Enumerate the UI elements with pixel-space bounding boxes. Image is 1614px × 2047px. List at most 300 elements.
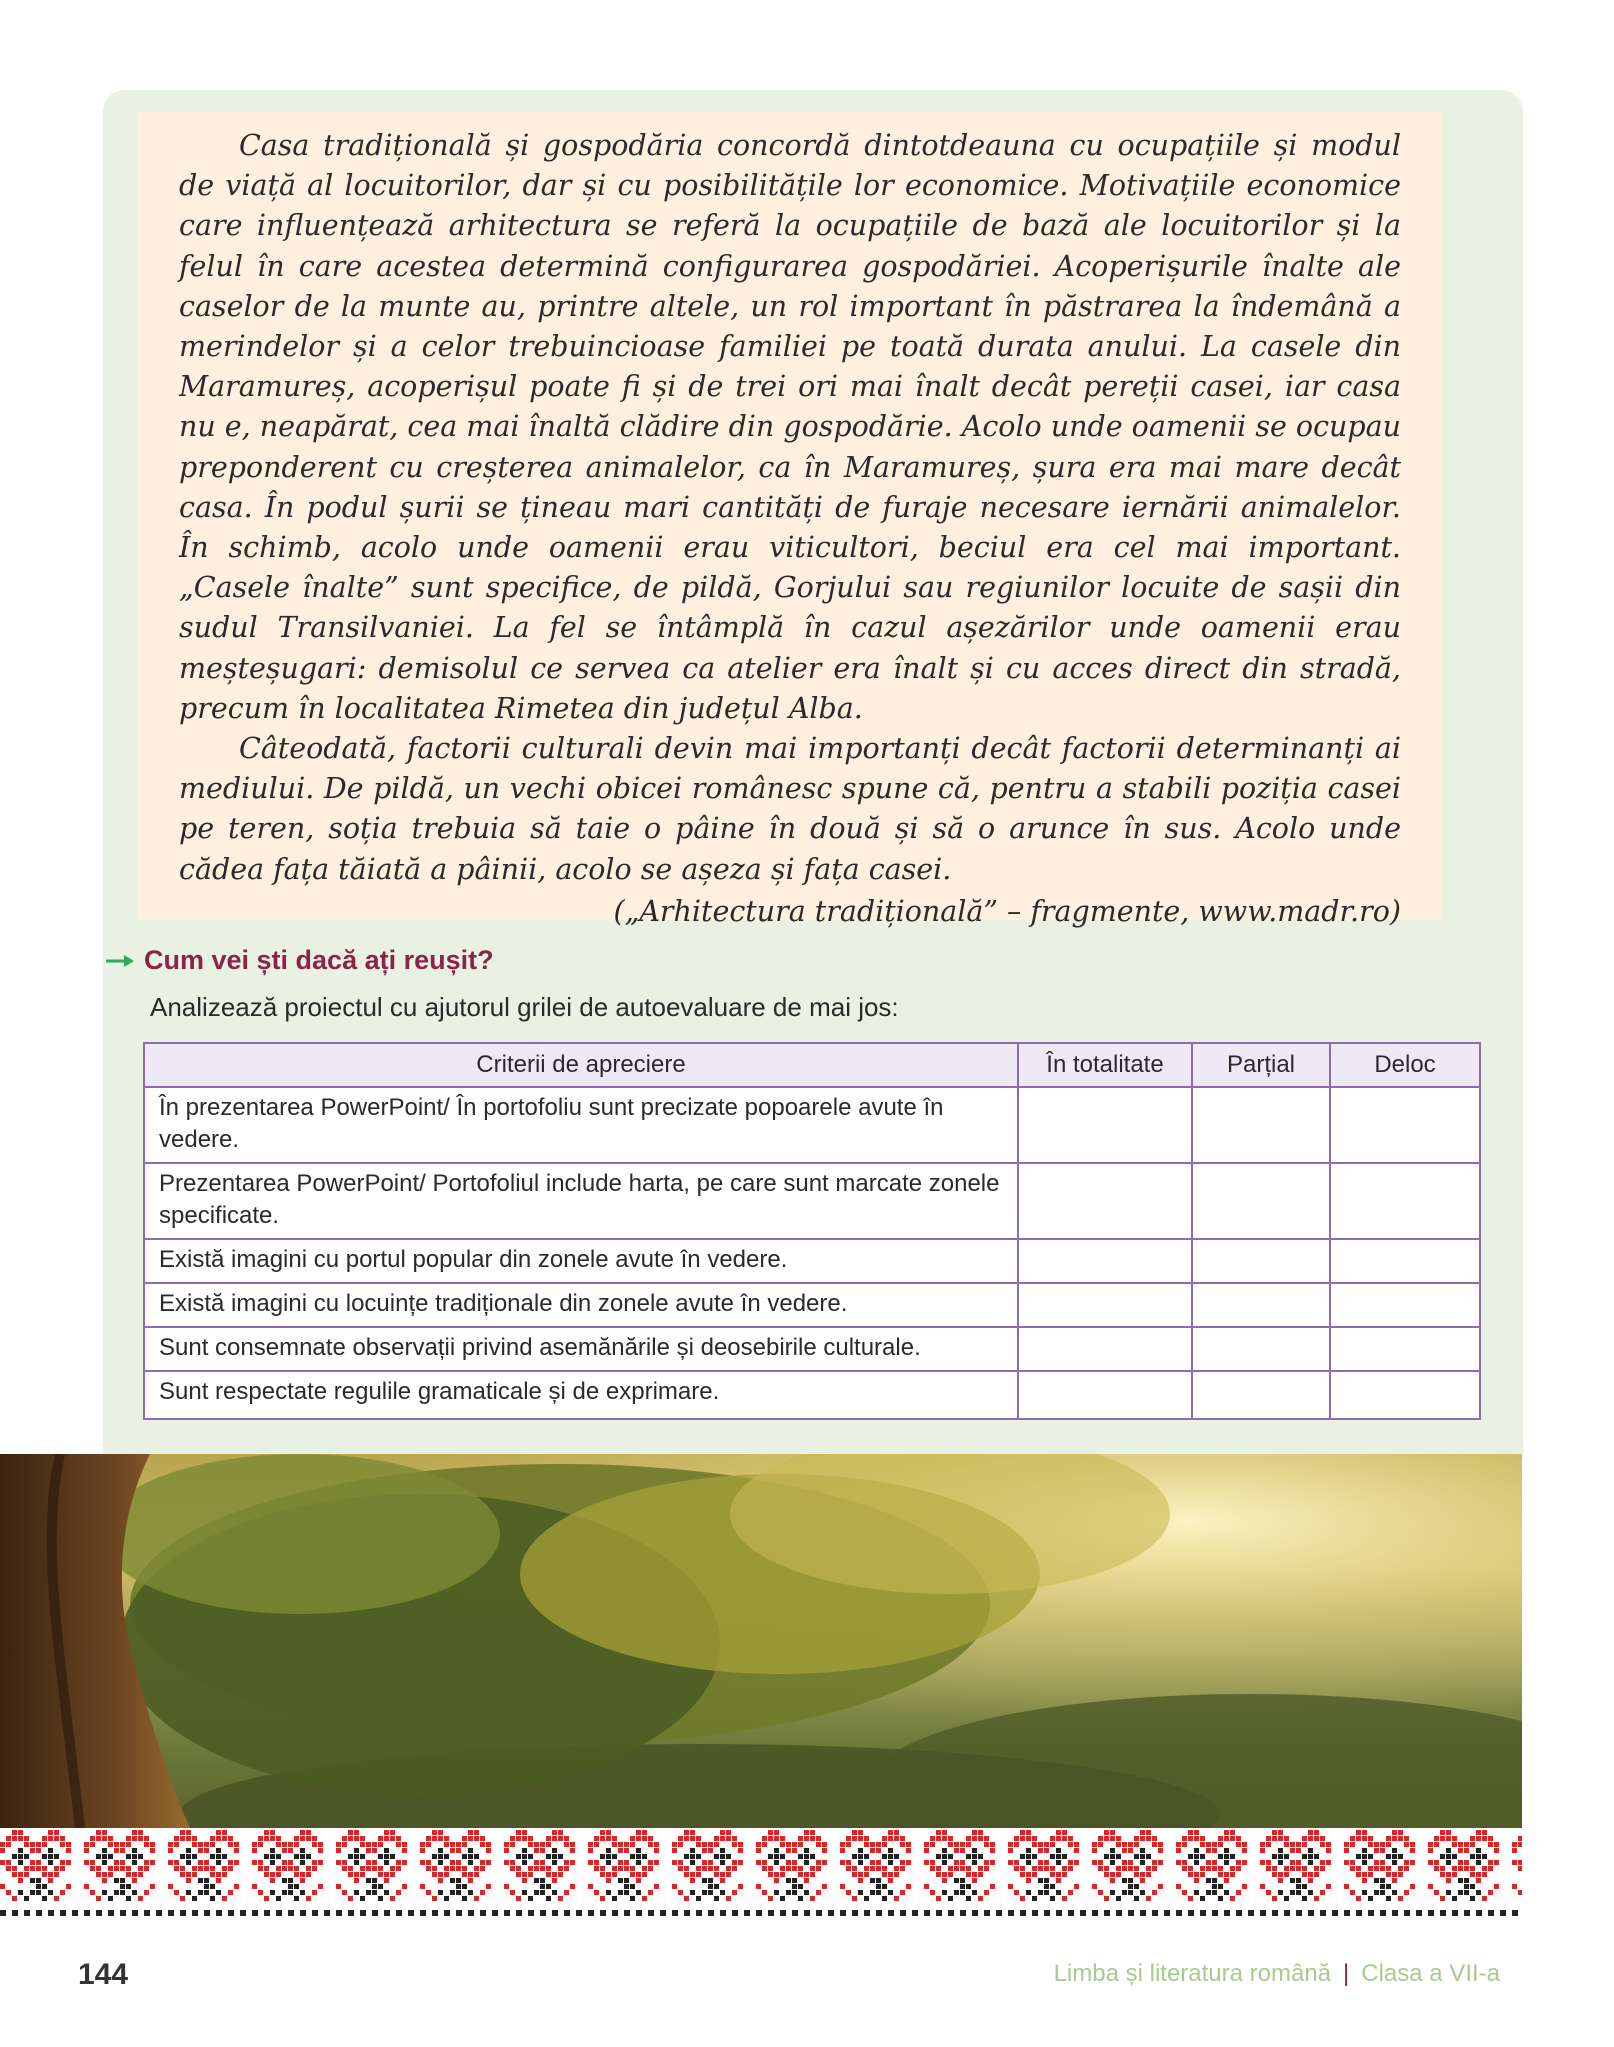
embroidery-stitch — [1272, 1872, 1277, 1877]
olive-tree-illustration — [0, 1454, 1522, 1828]
rating-cell-not-at-all[interactable] — [1330, 1371, 1480, 1419]
embroidery-stitch — [708, 1842, 713, 1847]
rating-cell-not-at-all[interactable] — [1330, 1163, 1480, 1239]
embroidery-stitch — [588, 1860, 593, 1865]
rating-cell-partially[interactable] — [1192, 1327, 1330, 1371]
embroidery-stitch — [18, 1860, 23, 1865]
header-not-at-all: Deloc — [1330, 1043, 1480, 1087]
embroidery-stitch — [456, 1866, 461, 1871]
embroidery-stitch — [216, 1854, 221, 1859]
embroidery-stitch — [36, 1866, 41, 1871]
embroidery-stitch — [60, 1860, 65, 1865]
embroidery-stitch — [900, 1836, 905, 1841]
embroidery-stitch — [1476, 1878, 1481, 1883]
embroidery-stitch — [1158, 1842, 1163, 1847]
embroidery-stitch — [228, 1860, 233, 1865]
embroidery-stitch — [1104, 1836, 1109, 1841]
embroidery-stitch — [1116, 1854, 1121, 1859]
embroidery-stitch — [756, 1884, 761, 1889]
embroidery-stitch — [294, 1854, 299, 1859]
embroidery-stitch — [708, 1910, 714, 1916]
embroidery-stitch — [18, 1848, 23, 1853]
embroidery-stitch — [102, 1890, 107, 1895]
embroidery-stitch — [168, 1842, 173, 1847]
embroidery-stitch — [456, 1890, 461, 1895]
embroidery-stitch — [1206, 1878, 1211, 1883]
embroidery-stitch — [264, 1866, 269, 1871]
embroidery-stitch — [1392, 1830, 1397, 1835]
embroidery-stitch — [1224, 1878, 1229, 1883]
embroidery-stitch — [648, 1866, 653, 1871]
embroidery-stitch — [312, 1842, 317, 1847]
embroidery-stitch — [1056, 1830, 1061, 1835]
embroidery-stitch — [1092, 1884, 1097, 1889]
embroidery-stitch — [366, 1842, 371, 1847]
embroidery-stitch — [216, 1878, 221, 1883]
embroidery-stitch — [1284, 1910, 1290, 1916]
embroidery-stitch — [1368, 1872, 1373, 1877]
embroidery-stitch — [564, 1866, 569, 1871]
embroidery-stitch — [696, 1836, 701, 1841]
embroidery-stitch — [1392, 1836, 1397, 1841]
embroidery-stitch — [1302, 1884, 1307, 1889]
embroidery-stitch — [600, 1836, 605, 1841]
embroidery-stitch — [186, 1872, 191, 1877]
embroidery-stitch — [1014, 1842, 1019, 1847]
embroidery-stitch — [282, 1866, 287, 1871]
embroidery-stitch — [462, 1896, 467, 1901]
embroidery-stitch — [1176, 1842, 1181, 1847]
embroidery-stitch — [702, 1848, 707, 1853]
embroidery-stitch — [1050, 1896, 1055, 1901]
embroidery-stitch — [1140, 1878, 1145, 1883]
embroidery-stitch — [360, 1854, 365, 1859]
embroidery-stitch — [384, 1836, 389, 1841]
embroidery-stitch — [438, 1854, 443, 1859]
embroidery-stitch — [522, 1860, 527, 1865]
embroidery-stitch — [738, 1842, 743, 1847]
embroidery-stitch — [534, 1878, 539, 1883]
embroidery-stitch — [552, 1860, 557, 1865]
embroidery-stitch — [456, 1878, 461, 1883]
embroidery-stitch — [156, 1910, 162, 1916]
embroidery-stitch — [1350, 1860, 1355, 1865]
embroidery-stitch — [456, 1884, 461, 1889]
embroidery-stitch — [1476, 1848, 1481, 1853]
embroidery-stitch — [1272, 1836, 1277, 1841]
embroidery-stitch — [282, 1878, 287, 1883]
embroidery-stitch — [258, 1842, 263, 1847]
embroidery-stitch — [684, 1910, 690, 1916]
embroidery-stitch — [264, 1872, 269, 1877]
embroidery-stitch — [798, 1884, 803, 1889]
embroidery-stitch — [1440, 1836, 1445, 1841]
embroidery-stitch — [816, 1860, 821, 1865]
embroidery-stitch — [888, 1854, 893, 1859]
embroidery-stitch — [1488, 1866, 1493, 1871]
embroidery-stitch — [792, 1860, 797, 1865]
embroidery-stitch — [1218, 1866, 1223, 1871]
embroidery-stitch — [138, 1836, 143, 1841]
embroidery-stitch — [294, 1836, 299, 1841]
rating-cell-fully[interactable] — [1018, 1239, 1192, 1283]
embroidery-stitch — [1074, 1884, 1079, 1889]
embroidery-stitch — [660, 1910, 666, 1916]
embroidery-stitch — [522, 1836, 527, 1841]
embroidery-stitch — [450, 1842, 455, 1847]
embroidery-stitch — [804, 1910, 810, 1916]
embroidery-stitch — [102, 1848, 107, 1853]
embroidery-stitch — [204, 1860, 209, 1865]
embroidery-stitch — [174, 1890, 179, 1895]
embroidery-stitch — [606, 1836, 611, 1841]
embroidery-stitch — [1368, 1866, 1373, 1871]
embroidery-stitch — [114, 1878, 119, 1883]
embroidery-stitch — [732, 1890, 737, 1895]
embroidery-stitch — [768, 1910, 774, 1916]
embroidery-stitch — [1188, 1896, 1193, 1901]
embroidery-stitch — [516, 1896, 521, 1901]
embroidery-stitch — [456, 1842, 461, 1847]
embroidery-stitch — [1242, 1884, 1247, 1889]
embroidery-stitch — [1518, 1842, 1522, 1847]
embroidery-stitch — [1152, 1910, 1158, 1916]
embroidery-stitch — [786, 1860, 791, 1865]
embroidery-stitch — [1134, 1854, 1139, 1859]
embroidery-stitch — [1362, 1860, 1367, 1865]
embroidery-stitch — [810, 1830, 815, 1835]
embroidery-stitch — [1128, 1884, 1133, 1889]
embroidery-stitch — [480, 1836, 485, 1841]
embroidery-stitch — [948, 1866, 953, 1871]
embroidery-stitch — [1482, 1836, 1487, 1841]
embroidery-stitch — [174, 1842, 179, 1847]
embroidery-stitch — [780, 1910, 786, 1916]
embroidery-stitch — [420, 1848, 425, 1853]
embroidery-stitch — [1272, 1866, 1277, 1871]
embroidery-stitch — [306, 1836, 311, 1841]
rating-cell-not-at-all[interactable] — [1330, 1283, 1480, 1327]
table-row — [144, 1371, 1480, 1419]
reading-paragraph-1: Casa tradițională și gospodăria concordă dintotdeauna cu ocupațiile și modul de viață al locuitorilor, dar și cu posibilitățile lor economice. Motivațiile economice care influențează arhitectura se referă la ocupațiile de bază ale locuitorilor și la felul în care acestea determină configurarea gospodăriei. Acoperișurile înalte ale caselor de la munte au, printre altele, un rol important în păstrarea la îndemână a merindelor și a celor trebuincioase familiei pe toată durata anului. La casele din Maramureș, acoperișul poate fi și de trei ori mai înalt decât pereții casei, iar casa nu e, neapărat, cea mai înaltă clădire din gospodărie. Acolo unde oamenii se ocupau preponderent cu creșterea animalelor, ca în Maramureș, șura era mai mare decât casa. În podul șurii se țineau mari cantități de furaje necesare iernării animalelor. În schimb, acolo unde oamenii erau viticultori, beciul era cel mai important. „Casele înalte” sunt specifice, de pildă, Gorjului sau regiunilor locuite de sașii din sudul Transilvaniei. La fel se întâmplă în cazul așezărilor unde oamenii erau meșteșugari: demisolul ce servea ca atelier era înalt și cu acces direct din stradă, precum în localitatea Rimetea din județul Alba. — [179, 129, 1401, 725]
embroidery-stitch — [1008, 1910, 1014, 1916]
embroidery-stitch — [1152, 1866, 1157, 1871]
embroidery-stitch — [1440, 1854, 1445, 1859]
embroidery-stitch — [1314, 1854, 1319, 1859]
criterion-cell: Sunt respectate regulile gramaticale și de exprimare. — [144, 1371, 1018, 1419]
embroidery-stitch — [606, 1890, 611, 1895]
embroidery-stitch — [696, 1896, 701, 1901]
embroidery-stitch — [432, 1830, 437, 1835]
embroidery-border — [0, 1828, 1522, 1924]
embroidery-stitch — [780, 1872, 785, 1877]
embroidery-stitch — [120, 1860, 125, 1865]
embroidery-stitch — [624, 1866, 629, 1871]
rating-cell-not-at-all[interactable] — [1330, 1239, 1480, 1283]
embroidery-stitch — [654, 1848, 659, 1853]
embroidery-stitch — [522, 1830, 527, 1835]
embroidery-stitch — [1518, 1890, 1522, 1895]
embroidery-stitch — [1272, 1830, 1277, 1835]
embroidery-stitch — [102, 1860, 107, 1865]
embroidery-stitch — [1464, 1890, 1469, 1895]
embroidery-stitch — [1098, 1866, 1103, 1871]
embroidery-stitch — [1296, 1848, 1301, 1853]
embroidery-stitch — [1044, 1910, 1050, 1916]
rating-cell-fully[interactable] — [1018, 1327, 1192, 1371]
embroidery-stitch — [204, 1848, 209, 1853]
embroidery-stitch — [1074, 1842, 1079, 1847]
embroidery-stitch — [636, 1910, 642, 1916]
embroidery-stitch — [1260, 1848, 1265, 1853]
embroidery-stitch — [120, 1842, 125, 1847]
embroidery-stitch — [450, 1866, 455, 1871]
embroidery-stitch — [198, 1878, 203, 1883]
embroidery-stitch — [708, 1890, 713, 1895]
rating-cell-fully[interactable] — [1018, 1087, 1192, 1163]
embroidery-stitch — [906, 1842, 911, 1847]
embroidery-stitch — [672, 1884, 677, 1889]
embroidery-stitch — [0, 1842, 5, 1847]
embroidery-stitch — [1314, 1896, 1319, 1901]
embroidery-stitch — [876, 1910, 882, 1916]
embroidery-stitch — [324, 1910, 330, 1916]
embroidery-stitch — [120, 1910, 126, 1916]
embroidery-stitch — [1302, 1866, 1307, 1871]
embroidery-stitch — [120, 1866, 125, 1871]
rating-cell-partially[interactable] — [1192, 1163, 1330, 1239]
embroidery-stitch — [1410, 1842, 1415, 1847]
arrow-right-icon — [104, 952, 136, 970]
embroidery-stitch — [552, 1910, 558, 1916]
embroidery-stitch — [1038, 1890, 1043, 1895]
embroidery-stitch — [804, 1890, 809, 1895]
embroidery-stitch — [564, 1860, 569, 1865]
embroidery-stitch — [150, 1884, 155, 1889]
embroidery-stitch — [540, 1848, 545, 1853]
embroidery-stitch — [270, 1830, 275, 1835]
embroidery-stitch — [630, 1872, 635, 1877]
embroidery-stitch — [1488, 1842, 1493, 1847]
embroidery-stitch — [966, 1854, 971, 1859]
embroidery-stitch — [900, 1842, 905, 1847]
embroidery-stitch — [1020, 1854, 1025, 1859]
embroidery-stitch — [318, 1842, 323, 1847]
embroidery-stitch — [1050, 1872, 1055, 1877]
embroidery-stitch — [1284, 1842, 1289, 1847]
embroidery-stitch — [1374, 1878, 1379, 1883]
embroidery-stitch — [1440, 1896, 1445, 1901]
embroidery-stitch — [426, 1836, 431, 1841]
embroidery-stitch — [528, 1866, 533, 1871]
embroidery-stitch — [1044, 1848, 1049, 1853]
embroidery-stitch — [888, 1830, 893, 1835]
embroidery-stitch — [684, 1866, 689, 1871]
embroidery-stitch — [168, 1910, 174, 1916]
rating-cell-not-at-all[interactable] — [1330, 1327, 1480, 1371]
embroidery-stitch — [306, 1854, 311, 1859]
embroidery-stitch — [1482, 1896, 1487, 1901]
embroidery-stitch — [762, 1860, 767, 1865]
embroidery-stitch — [114, 1890, 119, 1895]
embroidery-stitch — [1224, 1910, 1230, 1916]
embroidery-stitch — [1410, 1860, 1415, 1865]
embroidery-stitch — [288, 1866, 293, 1871]
embroidery-stitch — [1182, 1836, 1187, 1841]
rating-cell-fully[interactable] — [1018, 1163, 1192, 1239]
embroidery-pattern — [0, 1828, 1522, 1924]
rating-cell-fully[interactable] — [1018, 1371, 1192, 1419]
embroidery-stitch — [474, 1872, 479, 1877]
embroidery-stitch — [192, 1896, 197, 1901]
embroidery-stitch — [300, 1830, 305, 1835]
embroidery-stitch — [552, 1890, 557, 1895]
embroidery-stitch — [1404, 1860, 1409, 1865]
rating-cell-partially[interactable] — [1192, 1239, 1330, 1283]
embroidery-stitch — [102, 1836, 107, 1841]
embroidery-stitch — [1134, 1896, 1139, 1901]
embroidery-stitch — [108, 1854, 113, 1859]
embroidery-stitch — [396, 1860, 401, 1865]
embroidery-stitch — [972, 1848, 977, 1853]
embroidery-stitch — [954, 1890, 959, 1895]
embroidery-stitch — [174, 1836, 179, 1841]
embroidery-stitch — [1320, 1866, 1325, 1871]
embroidery-stitch — [882, 1872, 887, 1877]
embroidery-stitch — [438, 1878, 443, 1883]
embroidery-stitch — [630, 1842, 635, 1847]
embroidery-stitch — [792, 1890, 797, 1895]
embroidery-stitch — [1380, 1848, 1385, 1853]
embroidery-stitch — [198, 1866, 203, 1871]
embroidery-stitch — [1068, 1890, 1073, 1895]
embroidery-stitch — [1008, 1842, 1013, 1847]
embroidery-stitch — [798, 1896, 803, 1901]
embroidery-stitch — [876, 1884, 881, 1889]
embroidery-stitch — [288, 1842, 293, 1847]
embroidery-stitch — [168, 1860, 173, 1865]
embroidery-stitch — [1476, 1890, 1481, 1895]
embroidery-stitch — [0, 1910, 6, 1916]
embroidery-stitch — [354, 1860, 359, 1865]
embroidery-stitch — [600, 1866, 605, 1871]
embroidery-stitch — [1398, 1872, 1403, 1877]
embroidery-stitch — [1122, 1878, 1127, 1883]
embroidery-stitch — [858, 1854, 863, 1859]
embroidery-stitch — [1518, 1866, 1522, 1871]
embroidery-stitch — [300, 1848, 305, 1853]
embroidery-stitch — [390, 1854, 395, 1859]
embroidery-stitch — [1218, 1884, 1223, 1889]
embroidery-stitch — [774, 1836, 779, 1841]
embroidery-stitch — [384, 1848, 389, 1853]
embroidery-stitch — [1428, 1848, 1433, 1853]
self-check-heading — [104, 945, 494, 976]
embroidery-stitch — [1176, 1884, 1181, 1889]
embroidery-stitch — [438, 1860, 443, 1865]
embroidery-stitch — [972, 1890, 977, 1895]
embroidery-stitch — [0, 1848, 5, 1853]
embroidery-stitch — [1128, 1866, 1133, 1871]
embroidery-stitch — [930, 1836, 935, 1841]
embroidery-stitch — [558, 1830, 563, 1835]
embroidery-stitch — [366, 1890, 371, 1895]
embroidery-stitch — [864, 1866, 869, 1871]
embroidery-stitch — [234, 1842, 239, 1847]
embroidery-stitch — [450, 1860, 455, 1865]
embroidery-stitch — [702, 1890, 707, 1895]
embroidery-stitch — [474, 1896, 479, 1901]
criterion-cell: Există imagini cu locuințe tradiționale din zonele avute în vedere. — [144, 1283, 1018, 1327]
embroidery-stitch — [672, 1860, 677, 1865]
embroidery-stitch — [126, 1896, 131, 1901]
embroidery-stitch — [1110, 1848, 1115, 1853]
embroidery-stitch — [1116, 1896, 1121, 1901]
embroidery-stitch — [882, 1854, 887, 1859]
embroidery-stitch — [420, 1860, 425, 1865]
embroidery-stitch — [864, 1896, 869, 1901]
embroidery-stitch — [594, 1866, 599, 1871]
embroidery-stitch — [1434, 1836, 1439, 1841]
embroidery-stitch — [546, 1854, 551, 1859]
embroidery-stitch — [1014, 1836, 1019, 1841]
embroidery-stitch — [444, 1910, 450, 1916]
rating-cell-fully[interactable] — [1018, 1283, 1192, 1327]
embroidery-stitch — [1458, 1860, 1463, 1865]
embroidery-stitch — [1152, 1836, 1157, 1841]
embroidery-stitch — [1152, 1860, 1157, 1865]
embroidery-stitch — [972, 1860, 977, 1865]
rating-cell-partially[interactable] — [1192, 1087, 1330, 1163]
embroidery-stitch — [1128, 1860, 1133, 1865]
embroidery-stitch — [936, 1872, 941, 1877]
embroidery-stitch — [1266, 1890, 1271, 1895]
embroidery-stitch — [954, 1842, 959, 1847]
embroidery-stitch — [132, 1910, 138, 1916]
embroidery-stitch — [468, 1872, 473, 1877]
embroidery-stitch — [1464, 1842, 1469, 1847]
embroidery-stitch — [588, 1884, 593, 1889]
embroidery-stitch — [570, 1884, 575, 1889]
embroidery-stitch — [384, 1910, 390, 1916]
rating-cell-partially[interactable] — [1192, 1283, 1330, 1327]
embroidery-stitch — [1380, 1910, 1386, 1916]
embroidery-stitch — [624, 1848, 629, 1853]
embroidery-stitch — [912, 1910, 918, 1916]
embroidery-stitch — [942, 1848, 947, 1853]
embroidery-stitch — [1452, 1854, 1457, 1859]
embroidery-stitch — [984, 1836, 989, 1841]
embroidery-stitch — [1146, 1830, 1151, 1835]
embroidery-stitch — [594, 1836, 599, 1841]
embroidery-stitch — [924, 1884, 929, 1889]
embroidery-stitch — [1290, 1860, 1295, 1865]
embroidery-stitch — [606, 1860, 611, 1865]
embroidery-stitch — [720, 1836, 725, 1841]
embroidery-stitch — [336, 1860, 341, 1865]
rating-cell-not-at-all[interactable] — [1330, 1087, 1480, 1163]
embroidery-stitch — [1458, 1890, 1463, 1895]
embroidery-stitch — [312, 1860, 317, 1865]
embroidery-stitch — [390, 1866, 395, 1871]
embroidery-stitch — [210, 1842, 215, 1847]
embroidery-stitch — [1026, 1848, 1031, 1853]
embroidery-stitch — [852, 1872, 857, 1877]
embroidery-stitch — [204, 1884, 209, 1889]
rating-cell-partially[interactable] — [1192, 1371, 1330, 1419]
embroidery-stitch — [1344, 1860, 1349, 1865]
embroidery-stitch — [96, 1896, 101, 1901]
